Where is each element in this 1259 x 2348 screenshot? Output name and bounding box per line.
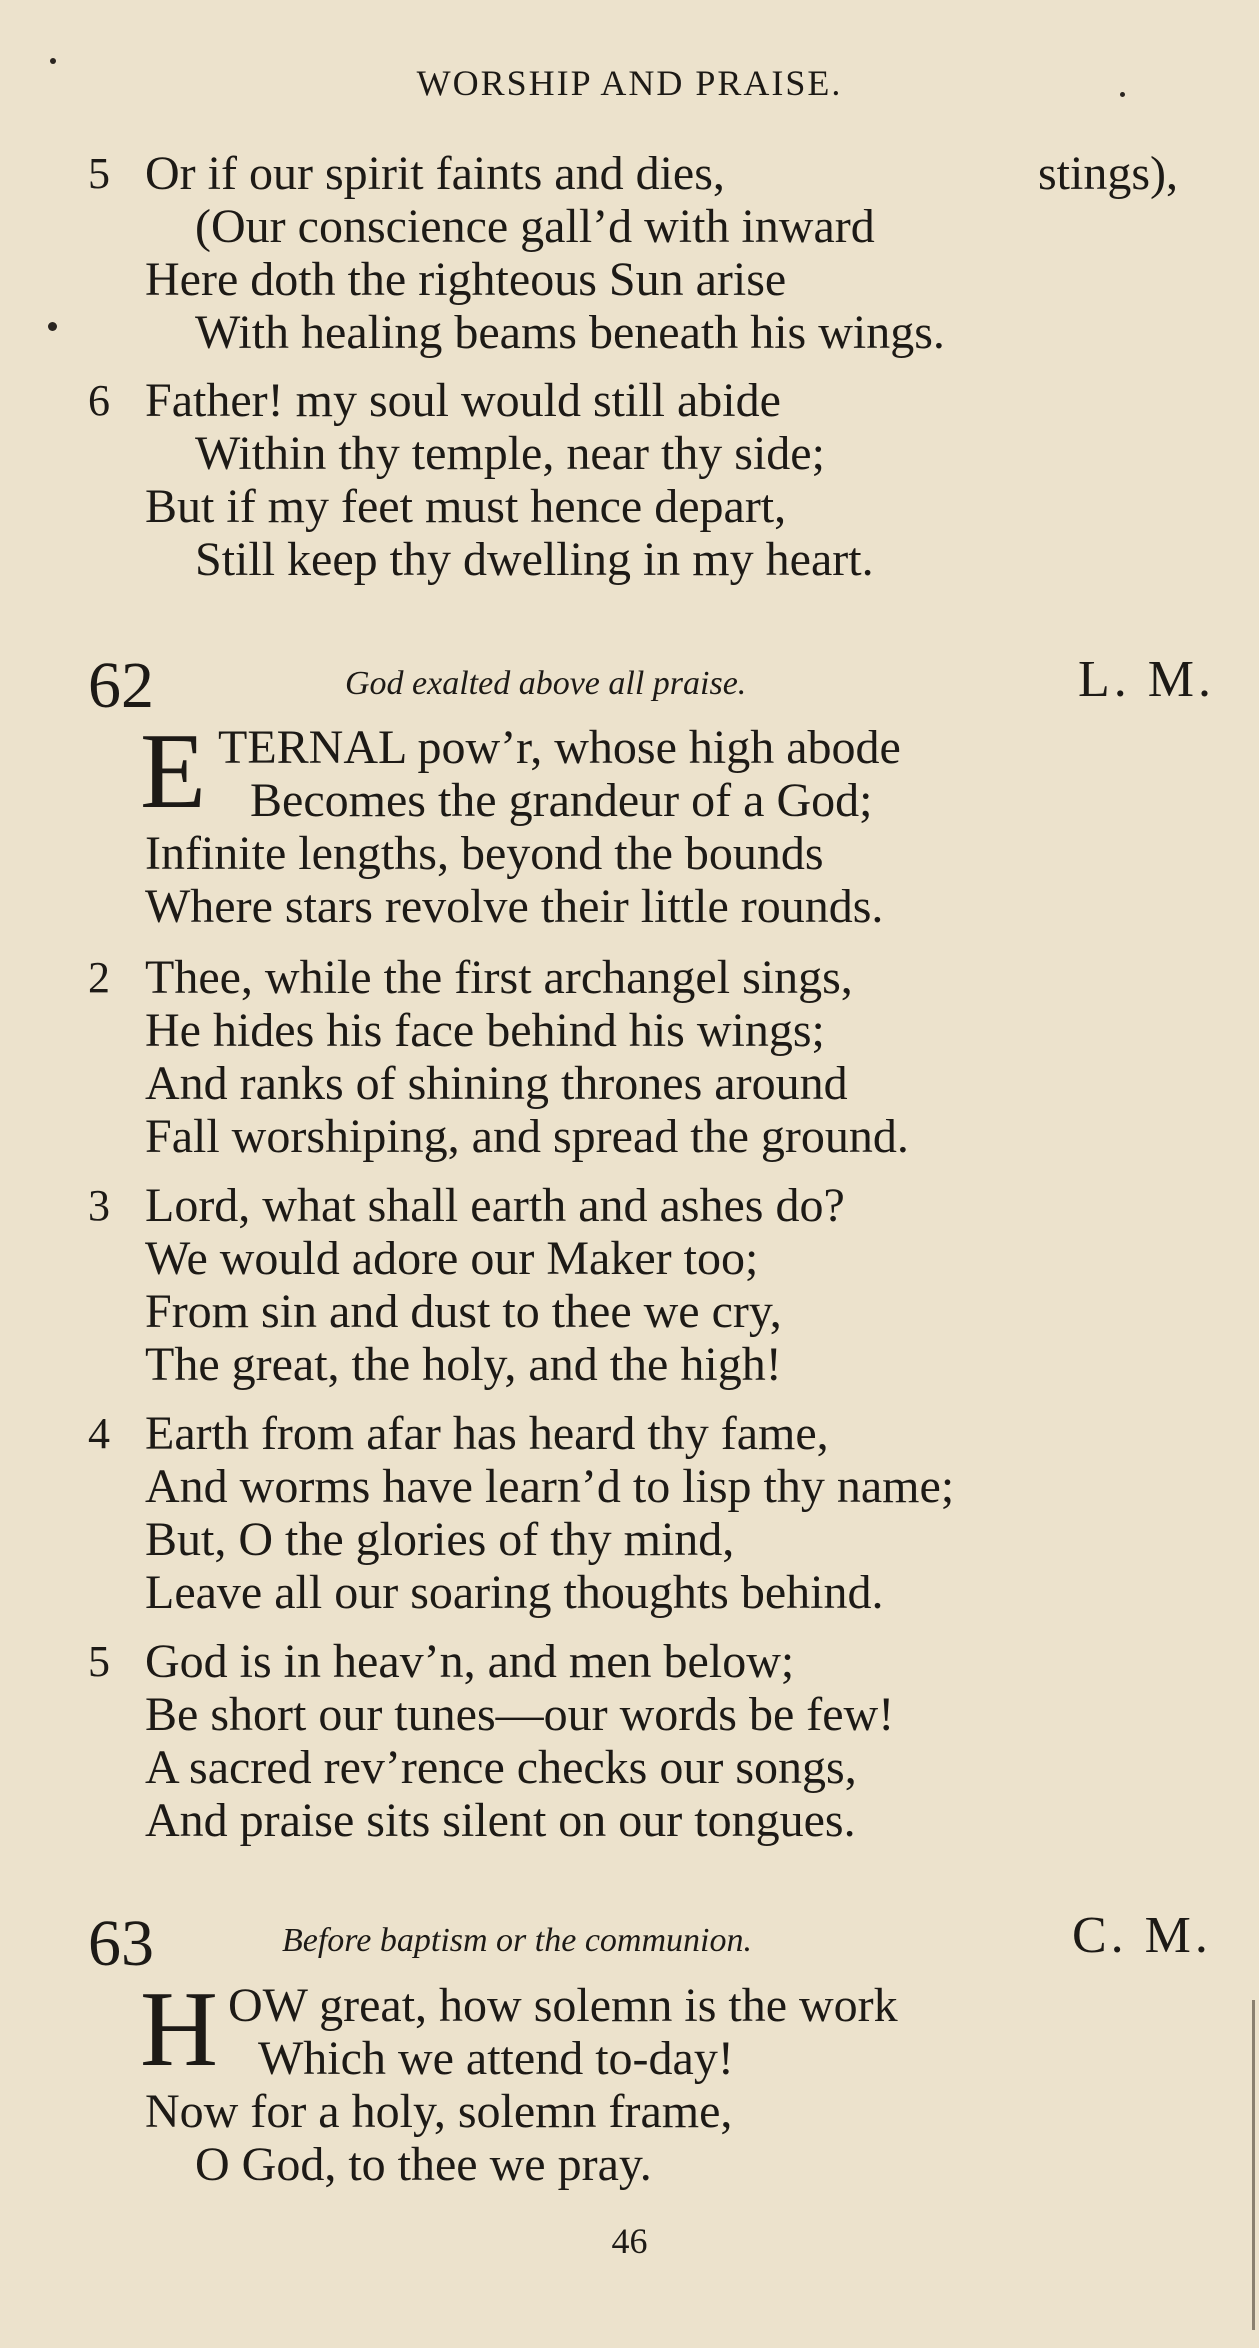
verse-line: Or if our spirit faints and dies, (145, 147, 725, 200)
verse-line: Now for a holy, solemn frame, (145, 2085, 733, 2138)
hymn-number: 62 (88, 649, 154, 722)
verse-line: O God, to thee we pray. (195, 2138, 652, 2191)
verse-number: 3 (88, 1181, 110, 1230)
verse-line: But if my feet must hence depart, (145, 480, 787, 533)
verse-line: Lord, what shall earth and ashes do? (145, 1179, 845, 1232)
verse-line: Be short our tunes—our words be few! (145, 1688, 895, 1741)
verse-number: 5 (88, 1637, 110, 1686)
verse-line: Thee, while the first archangel sings, (145, 951, 853, 1004)
verse-line: OW great, how solemn is the work (228, 1979, 898, 2032)
verse-line: But, O the glories of thy mind, (145, 1513, 735, 1566)
verse-line: Earth from afar has heard thy fame, (145, 1407, 829, 1460)
verse-line: Within thy temple, near thy side; (195, 427, 825, 480)
verse-line: From sin and dust to thee we cry, (145, 1285, 782, 1338)
verse-line: With healing beams beneath his wings. (195, 306, 945, 359)
drop-cap: E (140, 712, 206, 831)
running-head: WORSHIP AND PRAISE. (416, 63, 843, 103)
verse-number: 6 (88, 376, 110, 425)
verse-line: And worms have learn’d to lisp thy name; (145, 1460, 955, 1513)
verse-line: And praise sits silent on our tongues. (145, 1794, 856, 1847)
verse-line: Here doth the righteous Sun arise (145, 253, 787, 306)
verse-line: A sacred rev’rence checks our songs, (145, 1741, 857, 1794)
verse-line: Infinite lengths, beyond the bounds (145, 827, 824, 880)
verse-line: stings), (1038, 147, 1179, 200)
hymn-meter: C. M. (1072, 1907, 1212, 1964)
verse-line: Leave all our soaring thoughts behind. (145, 1566, 884, 1619)
verse-line: Where stars revolve their little rounds. (145, 880, 884, 933)
verse-line: He hides his face behind his wings; (145, 1004, 825, 1057)
page-number: 46 (611, 2221, 648, 2261)
hymn-meter: L. M. (1078, 651, 1215, 708)
verse-number: 2 (88, 953, 110, 1002)
verse-line: Which we attend to-day! (258, 2032, 734, 2085)
verse-line: We would adore our Maker too; (145, 1232, 759, 1285)
drop-cap: H (140, 1970, 218, 2089)
verse-line: Fall worshiping, and spread the ground. (145, 1110, 909, 1163)
hymn-title: God exalted above all praise. (345, 665, 747, 702)
verse-line: Becomes the grandeur of a God; (250, 774, 873, 827)
verse-line: The great, the holy, and the high! (145, 1338, 782, 1391)
verse-line: Still keep thy dwelling in my heart. (195, 533, 874, 586)
verse-line: Father! my soul would still abide (145, 374, 781, 427)
verse-number: 5 (88, 149, 110, 198)
verse-line: TERNAL pow’r, whose high abode (218, 721, 901, 774)
page-edge-shadow (1252, 2000, 1255, 2330)
hymn-title: Before baptism or the communion. (282, 1922, 752, 1959)
verse-line: (Our conscience gall’d with inward (195, 200, 875, 253)
ink-speck (48, 322, 57, 331)
verse-line: God is in heav’n, and men below; (145, 1635, 795, 1688)
verse-number: 4 (88, 1409, 110, 1458)
verse-line: And ranks of shining thrones around (145, 1057, 848, 1110)
hymn-number: 63 (88, 1907, 154, 1980)
